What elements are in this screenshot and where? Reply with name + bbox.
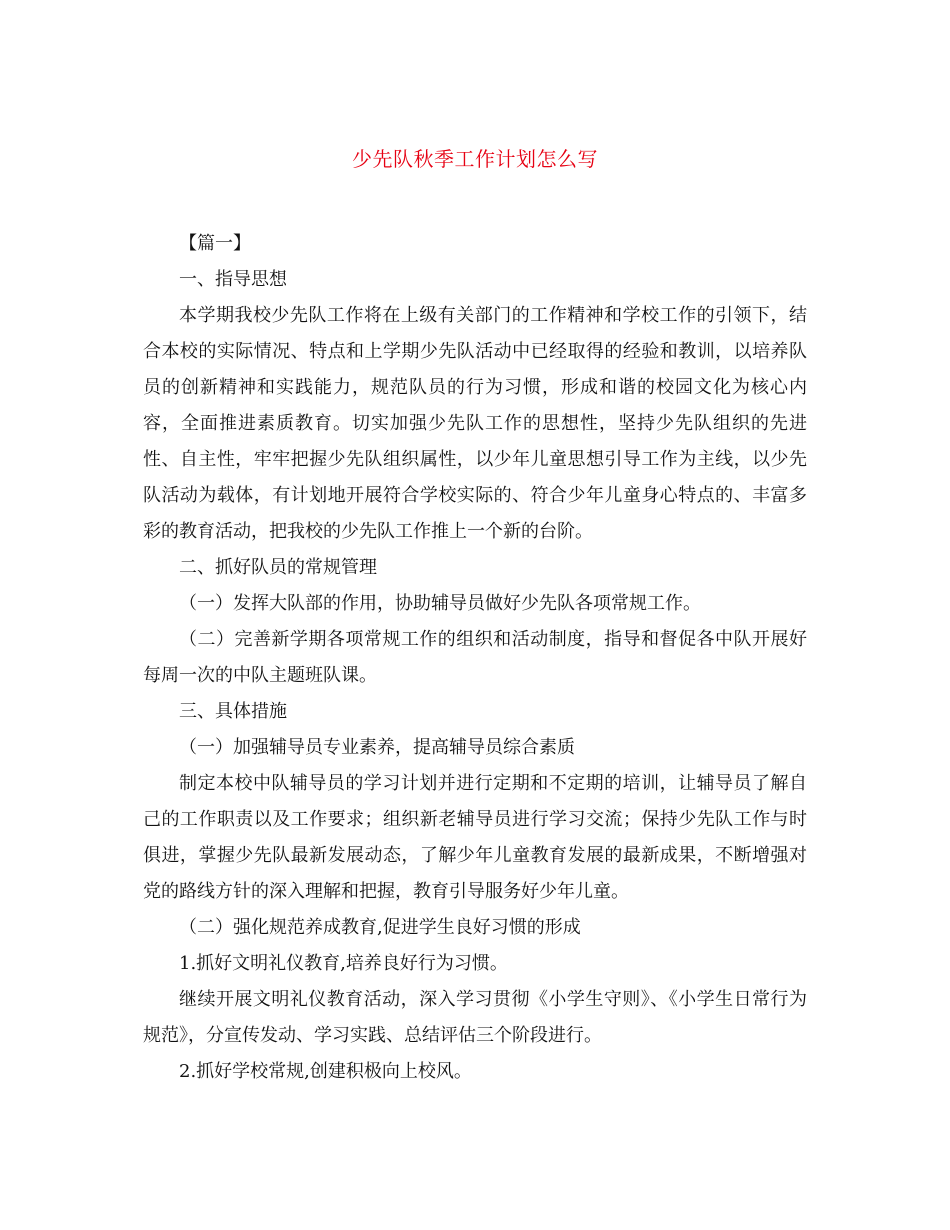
heading-specific-measures: 三、具体措施	[179, 701, 287, 722]
document-title: 少先队秋季工作计划怎么写	[352, 147, 598, 171]
item-brigade-role: （一）发挥大队部的作用，协助辅导员做好少先队各项常规工作。	[179, 593, 701, 614]
paragraph-guiding-thought: 本学期我校少先队工作将在上级有关部门的工作精神和学校工作的引领下，结合本校的实际情况、特点和上学期少先队活动中已经取得的经验和教训，以培养队员的创新精神和实践能力，规范队员的行为习惯，形成和谐的校园文化为核心内容，全面推进素质教育。切实加强少先队工作的思想性，坚持少先队组织的先进性、自主性，牢牢把握少先队组织属性，以少年儿童思想引导工作为主线，以少先队活动为载体，有计划地开展符合学校实际的、符合少年儿童身心特点的、丰富多彩的教育活动，把我校的少先队工作推上一个新的台阶。	[143, 305, 807, 542]
paragraph-counselor-training: 制定本校中队辅导员的学习计划并进行定期和不定期的培训，让辅导员了解自己的工作职责以及工作要求；组织新老辅导员进行学习交流；保持少先队工作与时俱进，掌握少先队最新发展动态，了解少年儿童教育发展的最新成果，不断增强对党的路线方针的深入理解和把握，教育引导服务好少年儿童。	[143, 773, 807, 902]
paragraph-etiquette-activities: 继续开展文明礼仪教育活动，深入学习贯彻《小学生守则》、《小学生日常行为规范》，分宣传发动、学习实践、总结评估三个阶段进行。	[143, 989, 807, 1046]
item-improve-system: （二）完善新学期各项常规工作的组织和活动制度，指导和督促各中队开展好每周一次的中队主题班队课。	[143, 629, 807, 686]
item-school-routine: 2.抓好学校常规,创建积极向上校风。	[179, 1061, 472, 1082]
heading-guiding-thought: 一、指导思想	[179, 269, 287, 290]
subheading-counselor-quality: （一）加强辅导员专业素养，提高辅导员综合素质	[179, 737, 575, 758]
heading-routine-management: 二、抓好队员的常规管理	[179, 557, 377, 578]
item-etiquette-education: 1.抓好文明礼仪教育,培养良好行为习惯。	[179, 953, 508, 974]
subheading-habit-education: （二）强化规范养成教育,促进学生良好习惯的形成	[179, 917, 581, 938]
document-body	[143, 226, 807, 1090]
section-marker: 【篇一】	[179, 233, 251, 254]
